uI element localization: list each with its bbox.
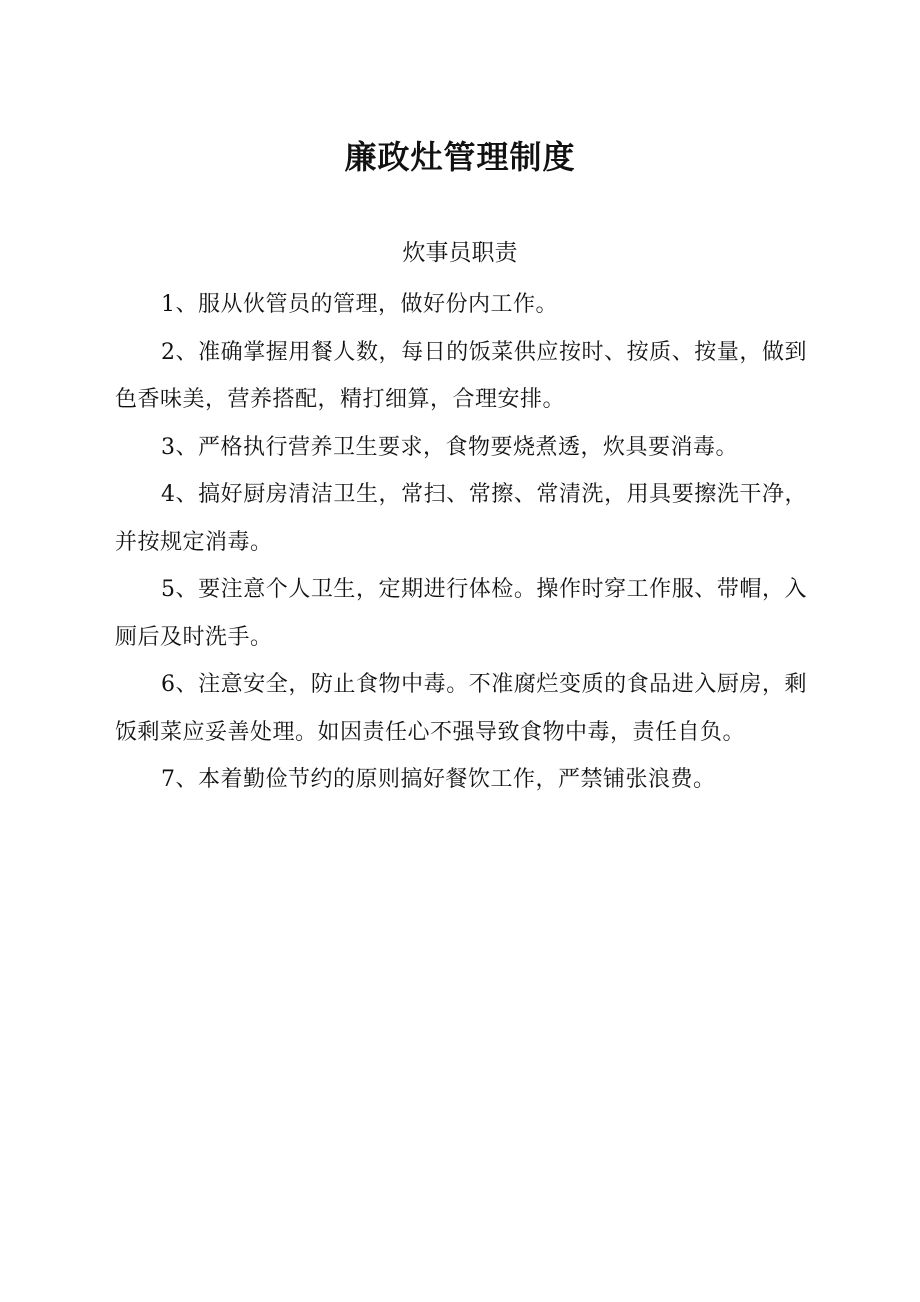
duty-item-3: 3、严格执行营养卫生要求，食物要烧煮透，炊具要消毒。 — [161, 434, 738, 460]
section-heading: 炊事员职责 — [402, 240, 518, 266]
duty-item-1: 1、服从伙管员的管理，做好份内工作。 — [161, 292, 558, 317]
duty-item-5: 5、要注意个人卫生，定期进行体检。操作时穿工作服、带帽，入厕后及时洗手。 — [115, 577, 807, 650]
duty-item-4: 4、搞好厨房清洁卫生，常扫、常擦、常清洗，用具要擦洗干净，并按规定消毒。 — [115, 482, 807, 555]
duty-item-2: 2、准确掌握用餐人数，每日的饭菜供应按时、按质、按量，做到色香味美，营养搭配，精打细算，合理安排。 — [115, 339, 807, 412]
document-title: 廉政灶管理制度 — [344, 138, 576, 176]
duties-list — [115, 281, 807, 804]
duty-item-7: 7、本着勤俭节约的原则搞好餐饮工作，严禁铺张浪费。 — [161, 767, 716, 792]
duty-item-6: 6、注意安全，防止食物中毒。不准腐烂变质的食品进入厨房，剩饭剩菜应妥善处理。如因责任心不强导致食物中毒，责任自负。 — [115, 672, 807, 745]
